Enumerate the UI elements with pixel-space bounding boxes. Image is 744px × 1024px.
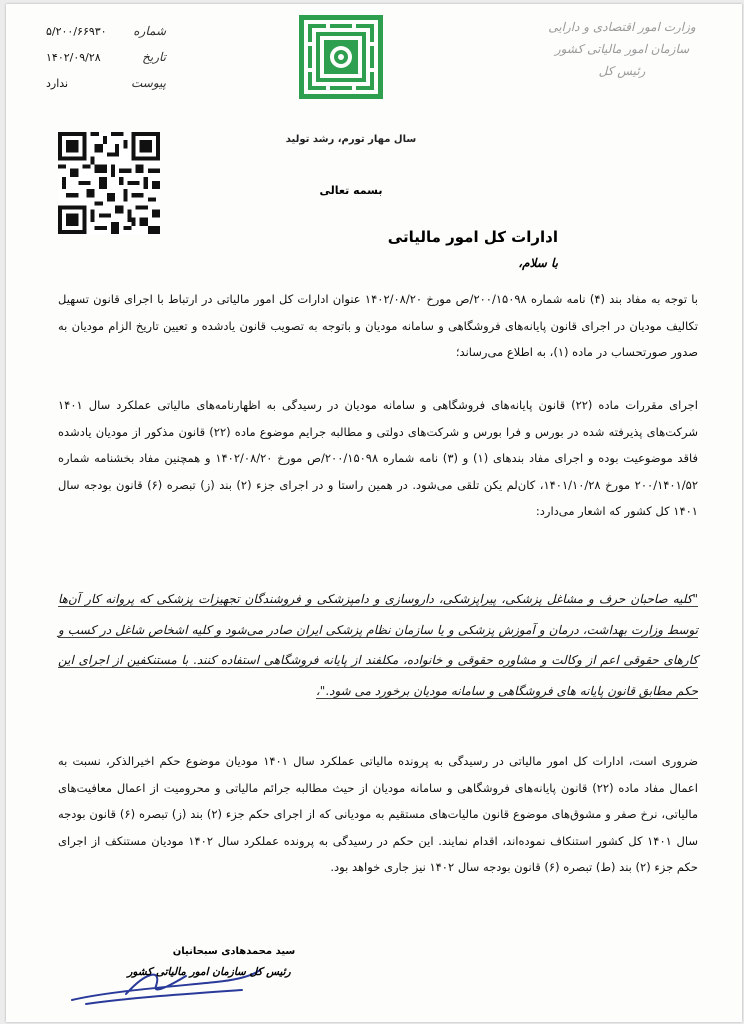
office-name: رئیس کل bbox=[598, 64, 646, 78]
qr-code-icon bbox=[58, 132, 160, 234]
letter-number: ۵/۲۰۰/۶۶۹۳۰ bbox=[46, 24, 107, 38]
letter-date: ۱۴۰۲/۰۹/۲۸ bbox=[46, 50, 101, 64]
quoted-text: "کلیه صاحبان حرف و مشاغل پزشکی، پیراپزشکی، داروسازی و دامپزشکی و فروشندگان تجهیزات پزشکی که پروانه کار آن‌ها توسط وزارت بهداشت، درمان و آموزش پزشکی و یا سازمان نظام پزشکی ایران صادر می‌شود و کلیه اشخاص شاغل در کسب و کارهای حقوقی اعم از وکالت و مشاوره حقوقی و خانواده، مکلفند از پایانه فروشگاهی استفاده کنند. با مستنکفین از اجرای این حکم مطابق قانون پایانه های فروشگاهی و سامانه مودیان برخورد می شود."، bbox=[58, 592, 698, 698]
date-label: تاریخ bbox=[142, 50, 166, 64]
signatory-name: سید محمدهادی سبحانیان bbox=[172, 946, 296, 957]
greeting: با سلام، bbox=[518, 256, 558, 270]
year-slogan: سال مهار تورم، رشد تولید bbox=[285, 134, 417, 145]
addressee: ادارات کل امور مالیاتی bbox=[387, 228, 558, 246]
paragraph-1: با توجه به مفاد بند (۴) نامه شماره ۲۰۰/۱۵۰۹۸/ص مورخ ۱۴۰۲/۰۸/۲۰ عنوان ادارات کل امور مالیاتی در ارتباط با اجرای قانون تسهیل تکالیف مودیان در اجرای قانون پایانه‌های فروشگاهی و سامانه مودیان و باتوجه به تصویب قانون یادشده و تعیین تاریخ الزام مودیان به صدور صورتحساب در ماده (۱)، به اطلاع می‌رساند؛ bbox=[58, 292, 699, 359]
quoted-budget-law bbox=[58, 584, 698, 706]
organization-name: سازمان امور مالیاتی کشور bbox=[554, 42, 690, 56]
letter-meta bbox=[46, 18, 166, 96]
attachment-label: پیوست bbox=[131, 76, 166, 90]
paragraph-3: ضروری است، ادارات کل امور مالیاتی در رسیدگی به پرونده مالیاتی عملکرد سال ۱۴۰۱ مودیان موضوع حکم اخیرالذکر، نسبت به اعمال مفاد ماده (۲۲) قانون پایانه‌های فروشگاهی و سامانه مودیان از حیث مطالبه جرائم مالیاتی و محرومیت از اعمال معافیت‌های مالیاتی، نرخ صفر و مشوق‌های موضوع قانون مالیات‌های مستقیم به مودیانی که از اجرای حکم جزء (۲) بند (ز) تبصره (۶) قانون بودجه سال ۱۴۰۱ کل کشور استنکاف نموده‌اند، اقدام نمایند. این حکم در رسیدگی به پرونده عملکرد سال ۱۴۰۲ مودیان مستنکف از اجرای حکم جزء (۲) بند (ط) تبصره (۶) قانون بودجه سال ۱۴۰۲ نیز جاری خواهد بود. bbox=[58, 754, 699, 874]
paragraph-2: اجرای مقررات ماده (۲۲) قانون پایانه‌های فروشگاهی و سامانه مودیان در رسیدگی به اظهارنامه‌های مالیاتی عملکرد سال ۱۴۰۱ شرکت‌های پذیرفته شده در بورس و فرا بورس و شرکت‌های دولتی و مطالبه جرایم موضوع ماده (۲۲) قانون مذکور از مودیان یادشده فاقد موضوعیت بوده و اجرای مفاد بندهای (۱) و (۳) نامه شماره ۲۰۰/۱۵۰۹۸/ص مورخ ۱۴۰۲/۰۸/۲۰ و همچنین مفاد بخشنامه شماره ۲۰۰/۱۴۰۱/۵۲ مورخ ۱۴۰۱/۱۰/۲۸، کان‌لم یکن تلقی می‌شود. در همین راستا و در اجرای جزء (۲) بند (ز) تبصره (۶) قانون بودجه سال ۱۴۰۱ کل کشور که اشعار می‌دارد: bbox=[58, 398, 699, 518]
letterhead bbox=[522, 16, 722, 82]
ministry-name: وزارت امور اقتصادی و دارایی bbox=[548, 20, 696, 34]
number-label: شماره bbox=[133, 24, 166, 38]
signatory-title: رئیس کل سازمان امور مالیاتی کشور bbox=[127, 966, 291, 978]
basmala-heading: بسمه تعالی bbox=[319, 184, 383, 197]
tax-organization-logo-icon bbox=[298, 14, 384, 100]
letter-sheet bbox=[6, 4, 742, 1022]
attachment-value: ندارد bbox=[46, 76, 69, 90]
